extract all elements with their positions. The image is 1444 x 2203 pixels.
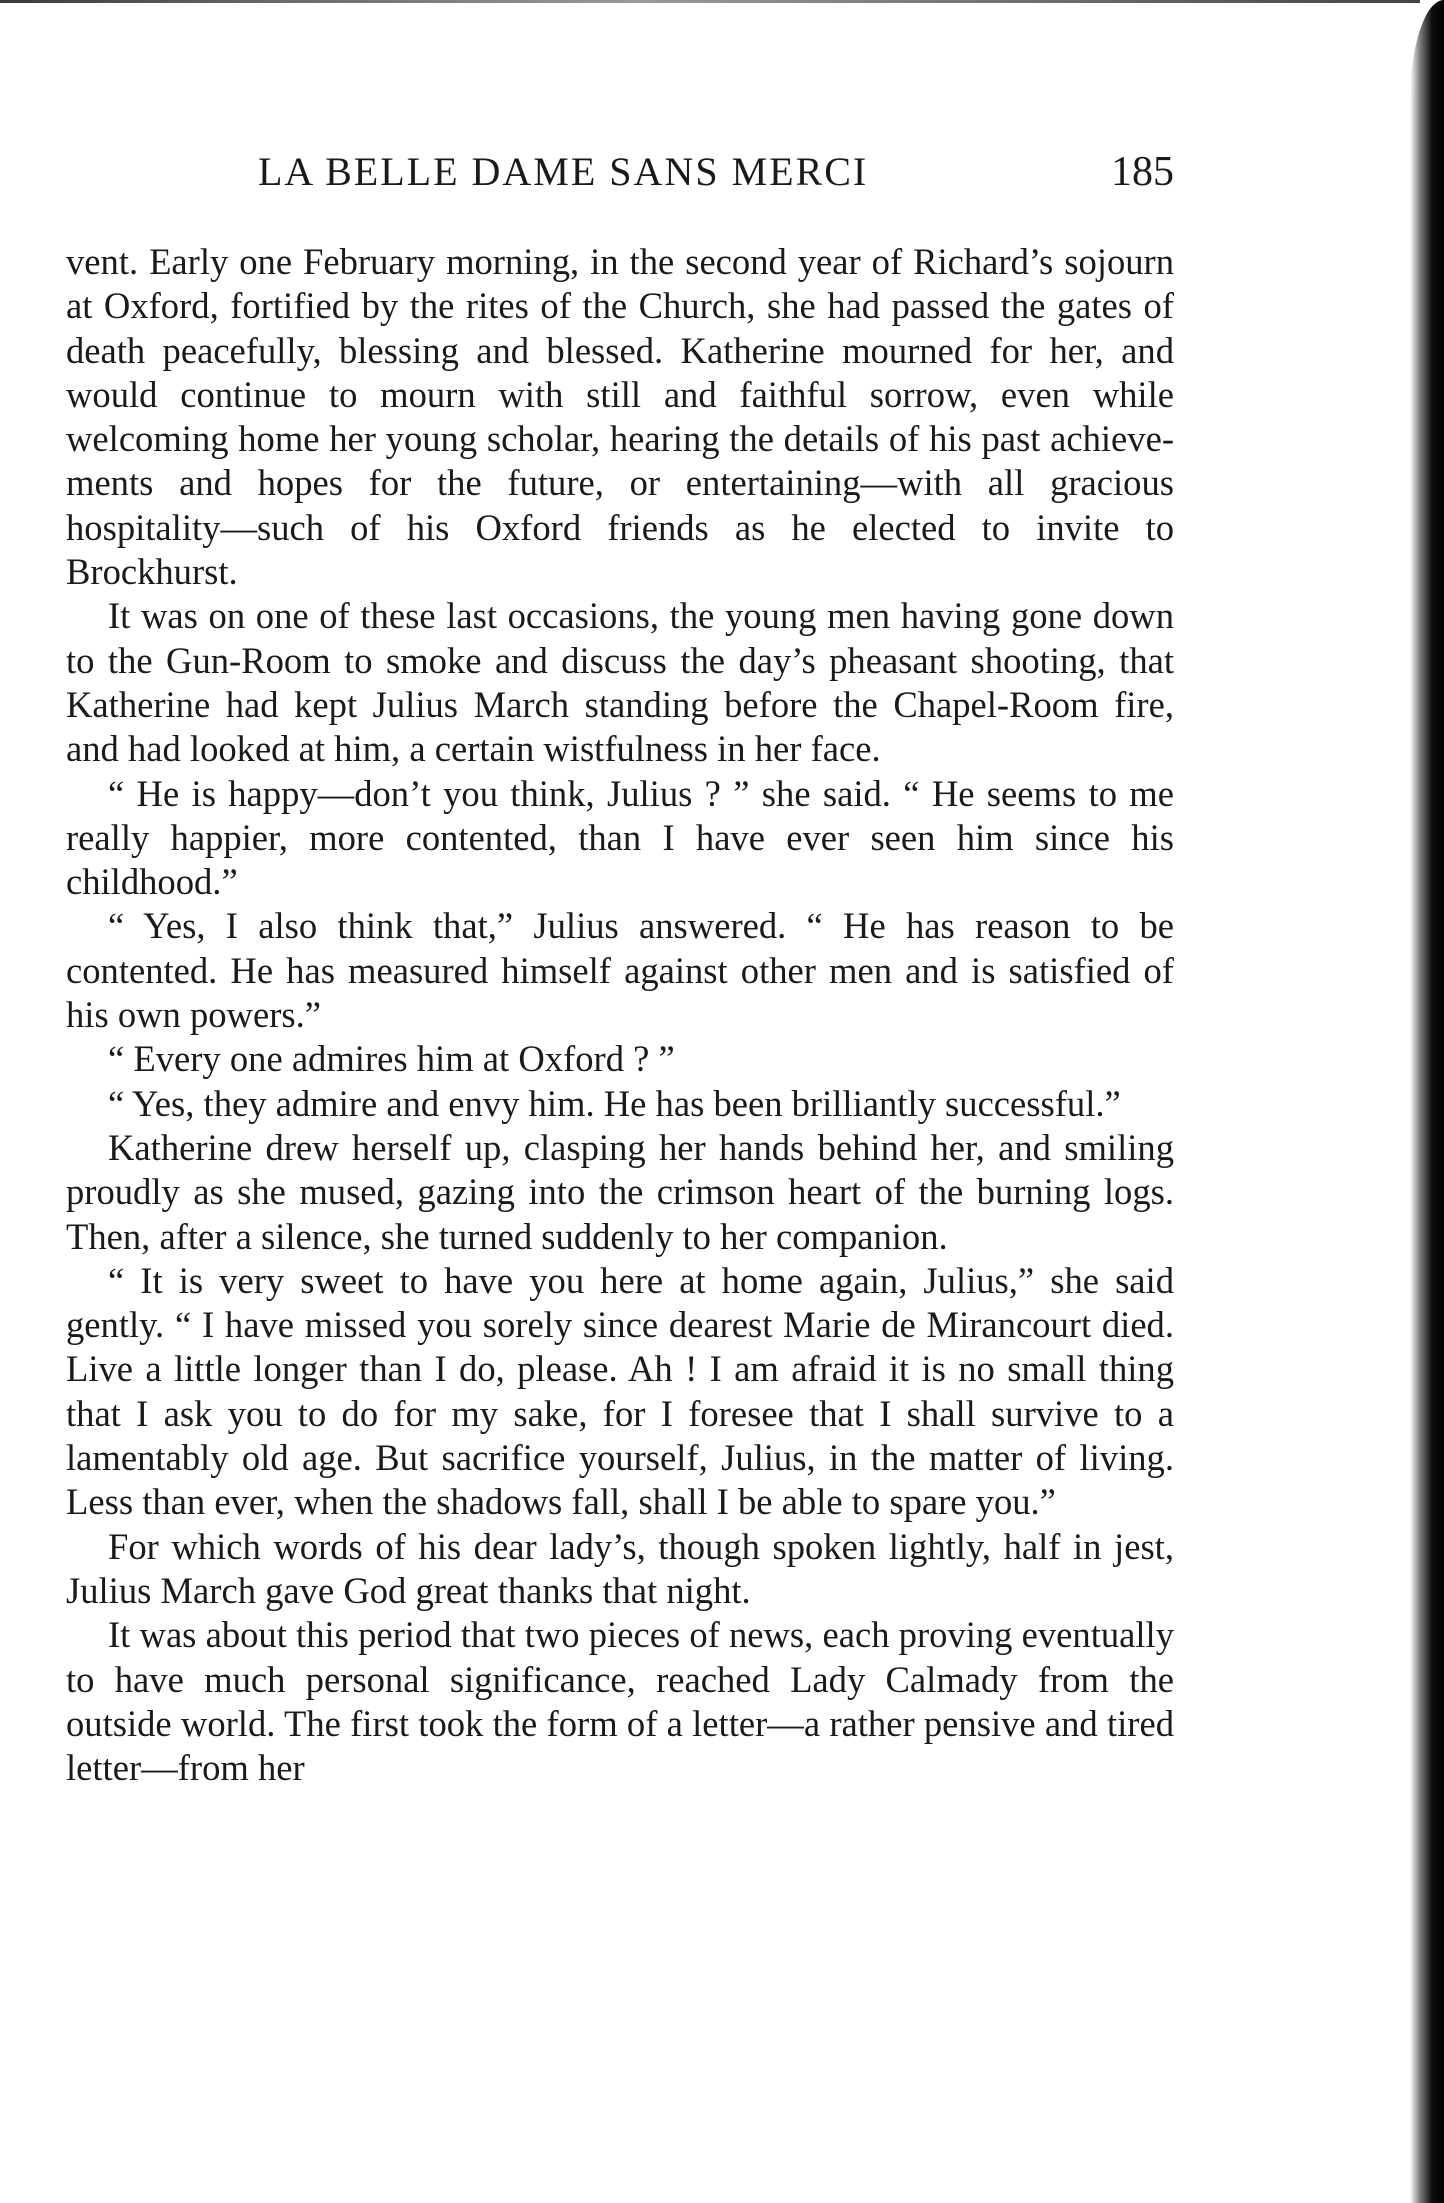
paragraph: It was on one of these last occasions, the young men having gone down to the Gun-Room to smoke and discuss the day’s pheasant shooting, that Katherine had kept Julius March standing before the Chapel-Room fire, and had looked at him, a certain wistfulness in her face. [66, 595, 1174, 770]
paragraph: For which words of his dear lady’s, though spoken lightly, half in jest, Julius March gave God great thanks that night. [66, 1525, 1174, 1611]
running-title: LA BELLE DAME SANS MERCI [258, 149, 869, 194]
page-number: 185 [1111, 149, 1174, 195]
scan-top-edge [0, 0, 1420, 3]
paragraph: vent. Early one February morning, in the second year of Richard’s sojourn at Oxford, fortified by the rites of the Church, she had passed the gates of death peacefully, blessing and blessed. Katherine mourned for her, and would continue to mourn with still and faithful sorrow, even while welcoming home her young scholar, hearing the details of his past achievements and hopes for the future, or entertaining—with all gracious hospitality—such of his Oxford friends as he elected to invite to Brockhurst. [66, 241, 1174, 593]
paragraph: “ Every one admires him at Oxford ? ” [108, 1038, 675, 1080]
paragraph: “ Yes, they admire and envy him. He has been brilliantly successful.” [108, 1082, 1121, 1124]
paragraph: “ Yes, I also think that,” Julius answered. “ He has reason to be contented. He has measured himself against other men and is satisfied of his own powers.” [66, 905, 1174, 1036]
body-text [66, 240, 1174, 1790]
paragraph: It was about this period that two pieces of news, each proving eventually to have much personal significance, reached Lady Calmady from the outside world. The first took the form of a letter—a rather pensive and tired letter—from her [66, 1614, 1174, 1789]
page-header [66, 148, 1174, 208]
paragraph: Katherine drew herself up, clasping her hands behind her, and smiling proudly as she mused, gazing into the crimson heart of the burning logs. Then, after a silence, she turned suddenly to her companion. [66, 1126, 1174, 1257]
paragraph: “ It is very sweet to have you here at home again, Julius,” she said gently. “ I have missed you sorely since dearest Marie de Mirancourt died. Live a little longer than I do, please. Ah ! I am afraid it is no small thing that I ask you to do for my sake, for I foresee that I shall survive to a lamentably old age. But sacrifice yourself, Julius, in the matter of living. Less than ever, when the shadows fall, shall I be able to spare you.” [66, 1259, 1174, 1523]
paragraph: “ He is happy—don’t you think, Julius ? ” she said. “ He seems to me really happier, more contented, than I have ever seen him since his childhood.” [66, 772, 1174, 903]
scan-right-edge-shadow [1410, 0, 1444, 2203]
